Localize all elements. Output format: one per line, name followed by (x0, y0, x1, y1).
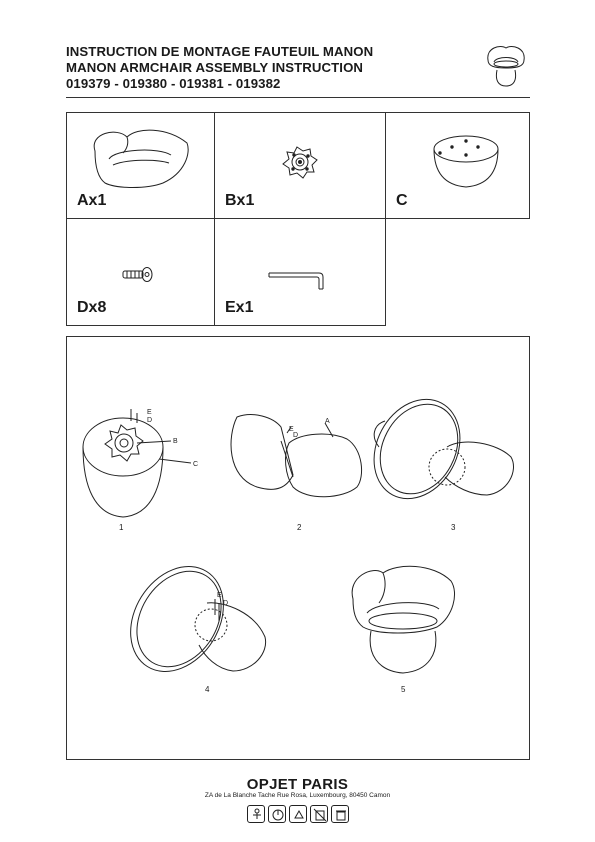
callout-c-step1: C (193, 461, 199, 468)
callout-d-step2: D (293, 432, 299, 439)
brand-address: ZA de La Blanche Tache Rue Rosa, Luxembourg, 80450 Camon (204, 792, 391, 799)
step-number-2: 2 (297, 523, 302, 532)
title-fr: INSTRUCTION DE MONTAGE FAUTEUIL MANON (66, 44, 374, 59)
step-number-3: 3 (451, 523, 456, 532)
step-number-4: 4 (205, 685, 210, 694)
parts-list (66, 112, 530, 326)
brand-name: OPJET PARIS (246, 776, 349, 793)
assembly-diagram (66, 336, 530, 760)
step-3-drawing (357, 384, 513, 513)
callout-e-step4: E (217, 592, 222, 599)
part-e-label: Ex1 (225, 299, 254, 316)
callout-a-step2: A (325, 418, 330, 425)
part-c-cell (385, 112, 530, 219)
callout-b-step1: B (173, 438, 178, 445)
header (66, 44, 466, 92)
step-5-drawing (352, 566, 454, 673)
step-number-5: 5 (401, 685, 406, 694)
callout-d-step1: D (147, 417, 153, 424)
tools-icon (268, 805, 286, 823)
reference-numbers: 019379 - 019380 - 019381 - 019382 (66, 76, 281, 91)
part-a-cell (66, 112, 215, 219)
step-2-drawing (231, 415, 362, 497)
assembly-drawings (67, 337, 531, 761)
part-e-cell (214, 218, 386, 326)
part-c-label: C (396, 192, 408, 209)
callout-d-step4: D (223, 600, 229, 607)
step-1-drawing (83, 409, 191, 517)
callout-e-step2: E (289, 426, 294, 433)
part-d-label: Dx8 (77, 299, 107, 316)
part-b-label: Bx1 (225, 192, 255, 209)
weee-bin-icon (310, 805, 328, 823)
part-b-cell (214, 112, 386, 219)
part-a-label: Ax1 (77, 192, 107, 209)
person-icon (247, 805, 265, 823)
title-en: MANON ARMCHAIR ASSEMBLY INSTRUCTION (66, 60, 364, 75)
trash-bin-icon (331, 805, 349, 823)
part-d-cell (66, 218, 215, 326)
step-4-drawing (112, 549, 266, 688)
callout-e-step1: E (147, 409, 152, 416)
safety-icons (247, 805, 351, 825)
recycle-icon (289, 805, 307, 823)
step-number-1: 1 (119, 523, 124, 532)
header-divider (66, 97, 530, 98)
armchair-thumbnail-icon (480, 40, 532, 92)
